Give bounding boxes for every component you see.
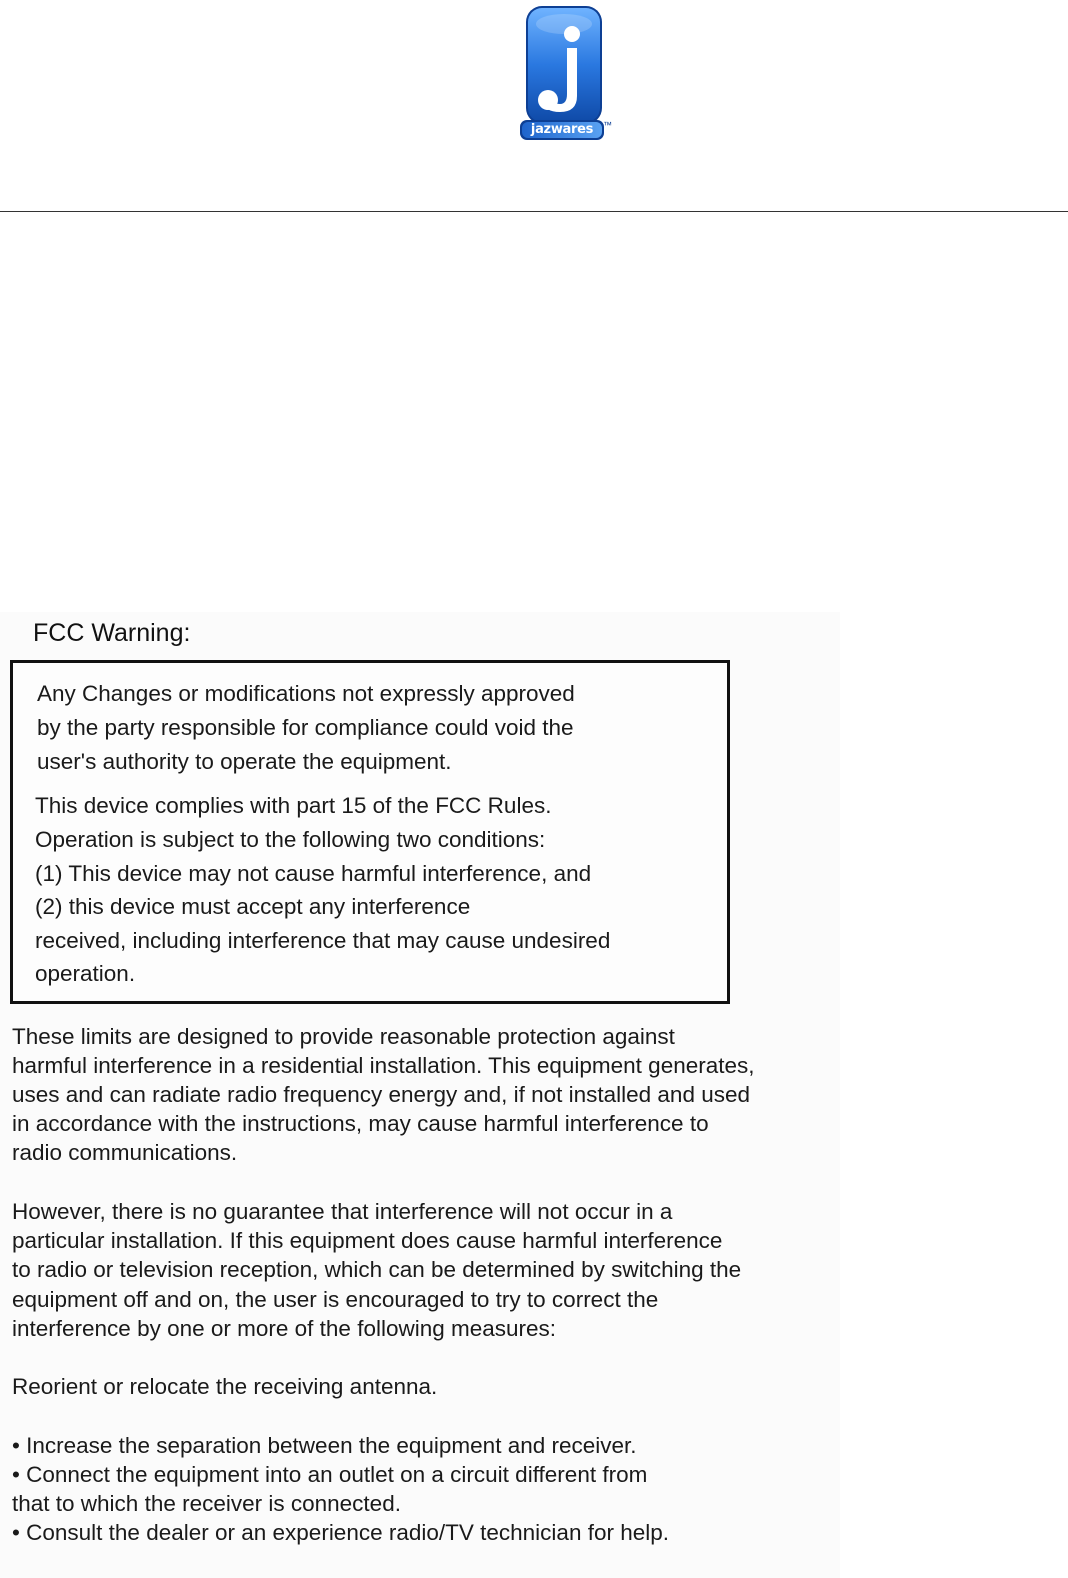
bullet-line: that to which the receiver is connected. [12, 1491, 401, 1516]
bullet-line: • Increase the separation between the equipment and receiver. [12, 1433, 637, 1458]
body-line: However, there is no guarantee that interference will not occur in a [12, 1199, 673, 1224]
box-line: received, including interference that may cause undesired [35, 928, 611, 953]
body-line: in accordance with the instructions, may cause harmful interference to [12, 1111, 709, 1136]
body-line: interference by one or more of the following measures: [12, 1316, 557, 1341]
fcc-warning-title: FCC Warning: [33, 619, 191, 647]
bullet-line: • Connect the equipment into an outlet on a circuit different from [12, 1462, 648, 1487]
box-line: user's authority to operate the equipment. [37, 749, 452, 774]
box-line: by the party responsible for compliance could void the [37, 715, 574, 740]
box-line: (2) this device must accept any interference [35, 894, 471, 919]
body-line: uses and can radiate radio frequency energy and, if not installed and used [12, 1082, 750, 1107]
jazwares-logo [520, 4, 616, 144]
header-divider [0, 211, 1068, 212]
box-line: (1) This device may not cause harmful interference, and [35, 861, 592, 886]
box-line: operation. [35, 961, 136, 986]
body-line: These limits are designed to provide reasonable protection against [12, 1024, 675, 1049]
box-line: Any Changes or modifications not expressly approved [37, 681, 575, 706]
trademark-mark: ™ [603, 120, 612, 130]
body-line: Reorient or relocate the receiving antenna. [12, 1374, 438, 1399]
box-line: This device complies with part 15 of the FCC Rules. [35, 793, 552, 818]
body-line: particular installation. If this equipment does cause harmful interference [12, 1228, 723, 1253]
body-line: to radio or television reception, which can be determined by switching the [12, 1257, 742, 1282]
body-line: equipment off and on, the user is encouraged to try to correct the [12, 1287, 659, 1312]
body-line: radio communications. [12, 1140, 238, 1165]
box-line: Operation is subject to the following two conditions: [35, 827, 546, 852]
logo-wordmark: jazwares [530, 122, 594, 137]
fcc-warning-box [10, 660, 730, 1004]
bullet-line: • Consult the dealer or an experience radio/TV technician for help. [12, 1520, 670, 1545]
body-line: harmful interference in a residential installation. This equipment generates, [12, 1053, 755, 1078]
